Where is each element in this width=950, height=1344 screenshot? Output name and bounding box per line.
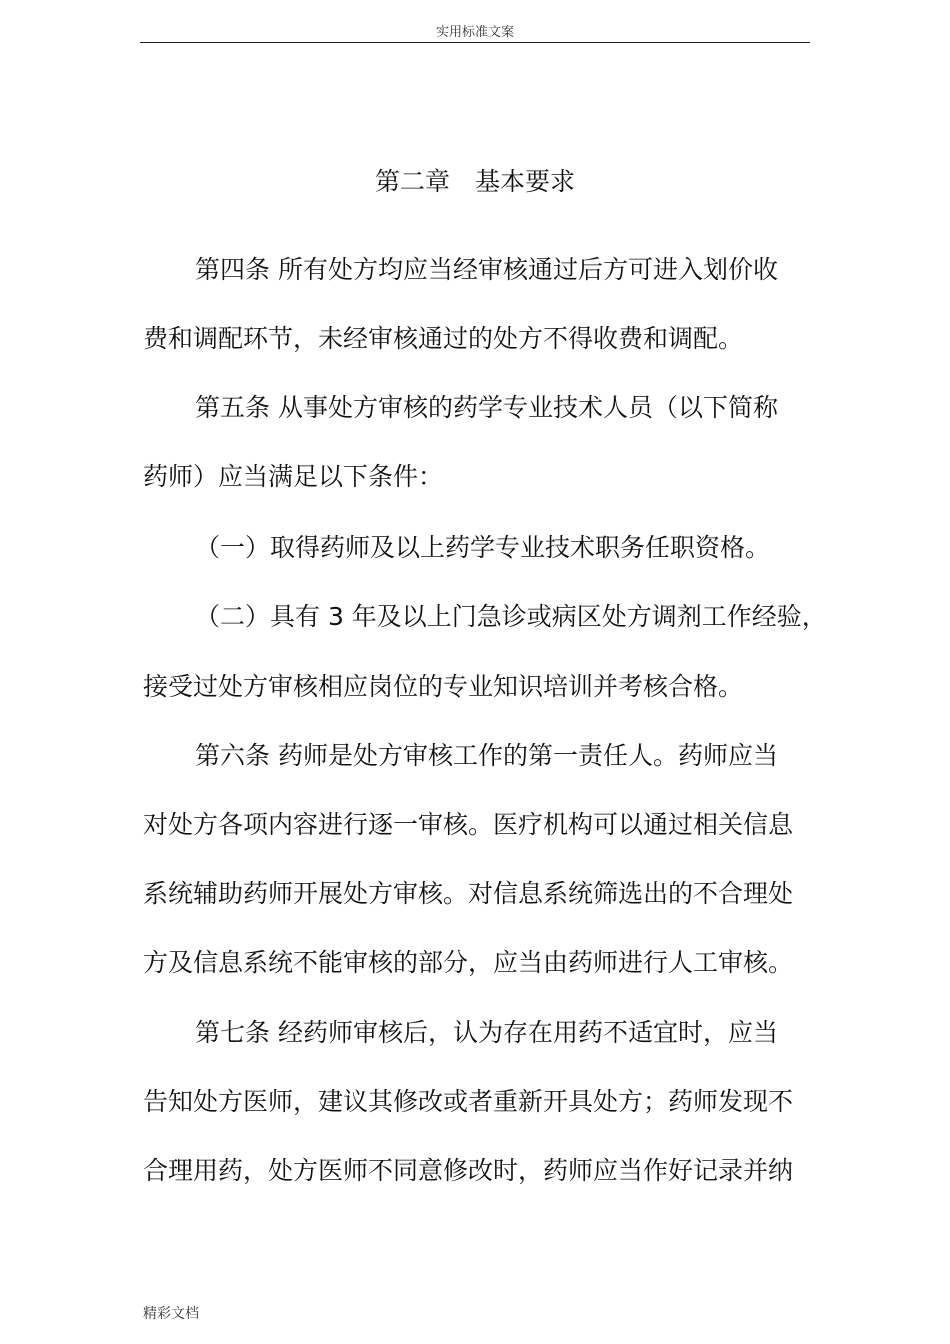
condition-1-line: （一）取得药师及以上药学专业技术职务任职资格。	[195, 533, 771, 562]
article-5-line-1: 第五条 从事处方审核的药学专业技术人员（以下简称	[195, 393, 778, 422]
article-6-line-1: 第六条 药师是处方审核工作的第一责任人。药师应当	[195, 741, 778, 770]
article-7-line-2: 告知处方医师，建议其修改或者重新开具处方；药师发现不	[143, 1087, 794, 1116]
header-rule	[140, 42, 810, 43]
page-footer: 精彩文档	[143, 1306, 199, 1322]
article-5-line-2: 药师）应当满足以下条件：	[143, 462, 444, 491]
condition-2-line-1: （二）具有 3 年及以上门急诊或病区处方调剂工作经验，	[195, 602, 827, 631]
article-4-line-1: 第四条 所有处方均应当经审核通过后方可进入划价收	[195, 255, 778, 284]
article-7-line-1: 第七条 经药师审核后，认为存在用药不适宜时，应当	[195, 1018, 778, 1047]
page-header: 实用标准文案	[435, 25, 514, 40]
article-7-line-3: 合理用药，处方医师不同意修改时，药师应当作好记录并纳	[143, 1156, 794, 1185]
article-4-line-2: 费和调配环节，未经审核通过的处方不得收费和调配。	[143, 324, 744, 353]
article-6-line-3: 系统辅助药师开展处方审核。对信息系统筛选出的不合理处	[143, 879, 794, 908]
article-6-line-2: 对处方各项内容进行逐一审核。医疗机构可以通过相关信息	[143, 810, 794, 839]
chapter-title: 第二章 基本要求	[374, 167, 575, 196]
article-6-line-4: 方及信息系统不能审核的部分，应当由药师进行人工审核。	[143, 948, 794, 977]
condition-2-line-2: 接受过处方审核相应岗位的专业知识培训并考核合格。	[143, 672, 744, 701]
